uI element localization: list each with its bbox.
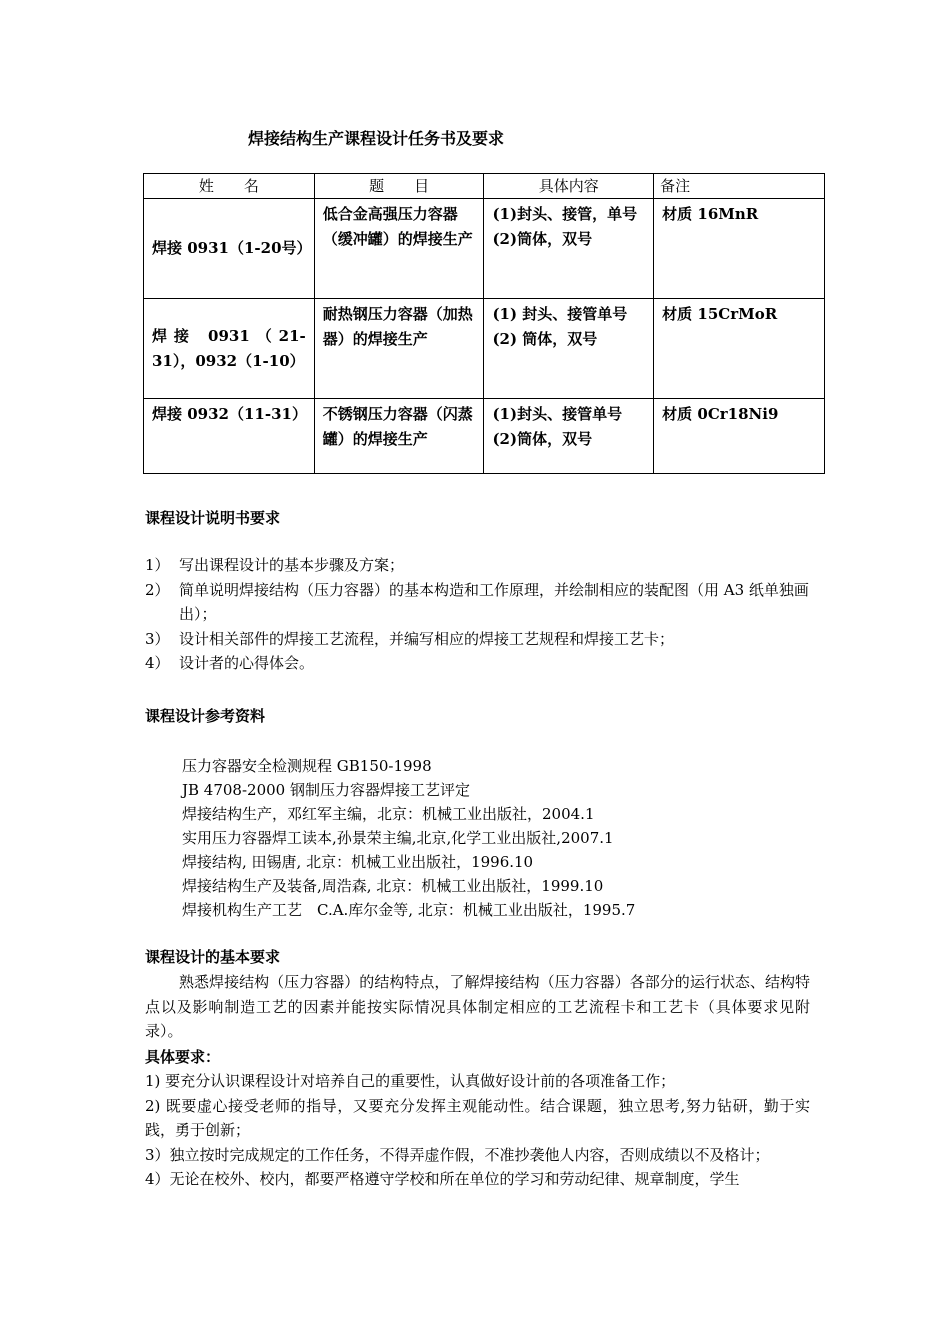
cell-topic: 不锈钢压力容器（闪蒸罐）的焊接生产 xyxy=(314,399,484,474)
requirement-item: 4）无论在校外、校内，都要严格遵守学校和所在单位的学习和劳动纪律、规章制度，学生 xyxy=(145,1170,740,1188)
refs-heading: 课程设计参考资料 xyxy=(145,707,266,725)
content-line: (2)筒体，双号 xyxy=(492,230,593,248)
table-row xyxy=(144,299,825,399)
list-item xyxy=(145,651,810,676)
cell-name: 焊接 0931（21-31），0932（1-10） xyxy=(144,299,315,399)
requirement-list xyxy=(145,1069,810,1192)
cell-content xyxy=(484,199,654,299)
content-line: (1) 封头、接管单号 xyxy=(492,305,628,323)
cell-note: 材质 0Cr18Ni9 xyxy=(654,399,825,474)
list-item xyxy=(145,627,810,652)
cell-topic: 耐热钢压力容器（加热器）的焊接生产 xyxy=(314,299,484,399)
list-number: 4） xyxy=(145,654,170,672)
requirement-item: 1) 要充分认识课程设计对培养自己的重要性，认真做好设计前的各项准备工作； xyxy=(145,1072,676,1090)
task-table xyxy=(143,173,825,474)
spec-heading: 课程设计说明书要求 xyxy=(145,509,281,527)
basic-subheading: 具体要求： xyxy=(145,1048,221,1066)
reference-item: 压力容器安全检测规程 GB150-1998 xyxy=(182,757,432,775)
cell-name: 焊接 0931（1-20号） xyxy=(144,199,315,299)
reference-item: 实用压力容器焊工读本,孙景荣主编,北京,化学工业出版社,2007.1 xyxy=(182,829,614,847)
spec-list xyxy=(145,553,810,676)
list-number: 1） xyxy=(145,556,170,574)
basic-heading: 课程设计的基本要求 xyxy=(145,948,281,966)
list-item xyxy=(145,578,810,627)
document-title: 焊接结构生产课程设计任务书及要求 xyxy=(248,129,505,148)
cell-note: 材质 16MnR xyxy=(654,199,825,299)
reference-item: JB 4708-2000 钢制压力容器焊接工艺评定 xyxy=(182,781,470,799)
list-text: 简单说明焊接结构（压力容器）的基本构造和工作原理，并绘制相应的装配图（用 A3 纸单独画出）； xyxy=(179,580,809,623)
table-row xyxy=(144,399,825,474)
header-topic: 题 目 xyxy=(314,174,484,199)
cell-name: 焊接 0932（11-31） xyxy=(144,399,315,474)
table-row xyxy=(144,199,825,299)
cell-topic: 低合金高强压力容器（缓冲罐）的焊接生产 xyxy=(314,199,484,299)
reference-item: 焊接机构生产工艺 C.A.库尔金等, 北京：机械工业出版社，1995.7 xyxy=(182,901,636,919)
list-number: 2） xyxy=(145,580,170,599)
requirement-item: 2) 既要虚心接受老师的指导，又要充分发挥主观能动性。结合课题，独立思考,努力钻研，勤于实践，勇于创新； xyxy=(145,1096,810,1139)
table-header-row xyxy=(144,174,825,199)
reference-item: 焊接结构生产，邓红军主编，北京：机械工业出版社，2004.1 xyxy=(182,805,595,823)
reference-item: 焊接结构, 田锡唐, 北京：机械工业出版社，1996.10 xyxy=(182,853,534,871)
header-name: 姓 名 xyxy=(144,174,315,199)
list-number: 3） xyxy=(145,629,170,648)
requirement-item: 3）独立按时完成规定的工作任务，不得弄虚作假，不准抄袭他人内容，否则成绩以不及格计； xyxy=(145,1145,770,1164)
reference-item: 焊接结构生产及装备,周浩森, 北京：机械工业出版社，1999.10 xyxy=(182,877,604,895)
cell-note: 材质 15CrMoR xyxy=(654,299,825,399)
content-line: (2)筒体，双号 xyxy=(492,430,593,448)
basic-intro: 熟悉焊接结构（压力容器）的结构特点，了解焊接结构（压力容器）各部分的运行状态、结构特点以及影响制造工艺的因素并能按实际情况具体制定相应的工艺流程卡和工艺卡（具体要求见附录）。 xyxy=(145,973,810,1040)
list-text: 写出课程设计的基本步骤及方案； xyxy=(179,556,405,574)
list-text: 设计相关部件的焊接工艺流程，并编写相应的焊接工艺规程和焊接工艺卡； xyxy=(179,629,675,648)
header-content: 具体内容 xyxy=(484,174,654,199)
content-line: (1)封头、接管单号 xyxy=(492,405,623,423)
cell-content xyxy=(484,299,654,399)
list-item xyxy=(145,553,810,578)
reference-list xyxy=(182,754,635,922)
header-note: 备注 xyxy=(654,174,825,199)
list-text: 设计者的心得体会。 xyxy=(179,654,315,672)
cell-content xyxy=(484,399,654,474)
content-line: (2) 筒体，双号 xyxy=(492,330,598,348)
content-line: (1)封头、接管，单号 xyxy=(492,205,638,223)
